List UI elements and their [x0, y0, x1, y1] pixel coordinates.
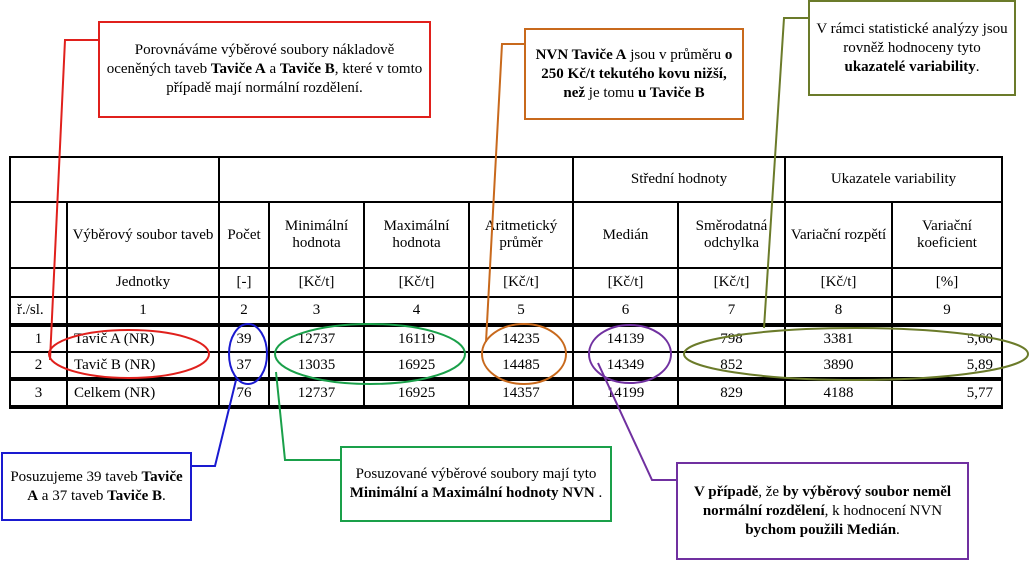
column-number-cell: 5: [469, 297, 573, 325]
blank-cell: [10, 157, 219, 202]
group-header-variability: Ukazatele variability: [785, 157, 1002, 202]
data-cell: 5,60: [892, 325, 1002, 352]
data-cell: 3381: [785, 325, 892, 352]
data-cell: 4188: [785, 379, 892, 407]
data-cell: 12737: [269, 379, 364, 407]
column-header: Směrodatná odchylka: [678, 202, 785, 268]
callout-green-minmax: Posuzované výběrové soubory mají tyto Minimální a Maximální hodnoty NVN .: [340, 446, 612, 522]
unit-cell: [Kč/t]: [364, 268, 469, 297]
column-number-row: [10, 297, 1002, 325]
column-header: Medián: [573, 202, 678, 268]
data-cell: 16119: [364, 325, 469, 352]
column-number-cell: ř./sl.: [10, 297, 67, 325]
data-cell: 14349: [573, 352, 678, 379]
callout-orange-mean: NVN Taviče A jsou v průměru o 250 Kč/t tekutého kovu nižší, než je tomu u Taviče B: [524, 28, 744, 120]
header-row: [10, 202, 1002, 268]
callout-purple-median: V případě, že by výběrový soubor neměl normální rozdělení, k hodnocení NVN bychom použili Medián.: [676, 462, 969, 560]
data-cell: 14357: [469, 379, 573, 407]
group-header-stredni: Střední hodnoty: [573, 157, 785, 202]
data-cell: 13035: [269, 352, 364, 379]
data-cell: 829: [678, 379, 785, 407]
unit-cell: [-]: [219, 268, 269, 297]
row-number: 2: [10, 352, 67, 379]
blank-cell: [10, 202, 67, 268]
column-header: Počet: [219, 202, 269, 268]
unit-cell: [Kč/t]: [785, 268, 892, 297]
blank-cell: [10, 268, 67, 297]
blank-cell: [219, 157, 573, 202]
data-cell: 798: [678, 325, 785, 352]
callout-blue-count: Posuzujeme 39 taveb Taviče A a 37 taveb Taviče B.: [1, 452, 192, 521]
data-cell: 76: [219, 379, 269, 407]
data-cell: 14235: [469, 325, 573, 352]
column-header: Maximální hodnota: [364, 202, 469, 268]
column-header: Výběrový soubor taveb: [67, 202, 219, 268]
column-header: Variační rozpětí: [785, 202, 892, 268]
table-row: [10, 379, 1002, 407]
column-header: Minimální hodnota: [269, 202, 364, 268]
row-number: 1: [10, 325, 67, 352]
data-cell: 3890: [785, 352, 892, 379]
data-cell: 14139: [573, 325, 678, 352]
column-number-cell: 8: [785, 297, 892, 325]
column-header: Variační koeficient: [892, 202, 1002, 268]
column-number-cell: 7: [678, 297, 785, 325]
data-cell: 12737: [269, 325, 364, 352]
unit-cell: [%]: [892, 268, 1002, 297]
unit-cell: [Kč/t]: [678, 268, 785, 297]
column-number-cell: 4: [364, 297, 469, 325]
table-row: [10, 325, 1002, 352]
data-cell: 16925: [364, 379, 469, 407]
units-row: [10, 268, 1002, 297]
column-number-cell: 6: [573, 297, 678, 325]
column-number-cell: 1: [67, 297, 219, 325]
data-cell: 16925: [364, 352, 469, 379]
data-cell: 5,77: [892, 379, 1002, 407]
data-cell: 852: [678, 352, 785, 379]
data-cell: 14485: [469, 352, 573, 379]
row-label: Celkem (NR): [67, 379, 219, 407]
group-header-row: [10, 157, 1002, 202]
data-cell: 39: [219, 325, 269, 352]
column-number-cell: 2: [219, 297, 269, 325]
column-number-cell: 9: [892, 297, 1002, 325]
callout-red-comparison: Porovnáváme výběrové soubory nákladově oceněných taveb Taviče A a Taviče B, které v tomto případě mají normální rozdělení.: [98, 21, 431, 118]
column-number-cell: 3: [269, 297, 364, 325]
statistics-table: [9, 156, 1003, 409]
unit-cell: Jednotky: [67, 268, 219, 297]
row-label: Tavič B (NR): [67, 352, 219, 379]
unit-cell: [Kč/t]: [469, 268, 573, 297]
column-header: Aritmetický průměr: [469, 202, 573, 268]
table-row: [10, 352, 1002, 379]
callout-olive-variability: V rámci statistické analýzy jsou rovněž hodnoceny tyto ukazatelé variability.: [808, 0, 1016, 96]
row-number: 3: [10, 379, 67, 407]
unit-cell: [Kč/t]: [269, 268, 364, 297]
data-cell: 5,89: [892, 352, 1002, 379]
data-cell: 37: [219, 352, 269, 379]
data-cell: 14199: [573, 379, 678, 407]
row-label: Tavič A (NR): [67, 325, 219, 352]
unit-cell: [Kč/t]: [573, 268, 678, 297]
